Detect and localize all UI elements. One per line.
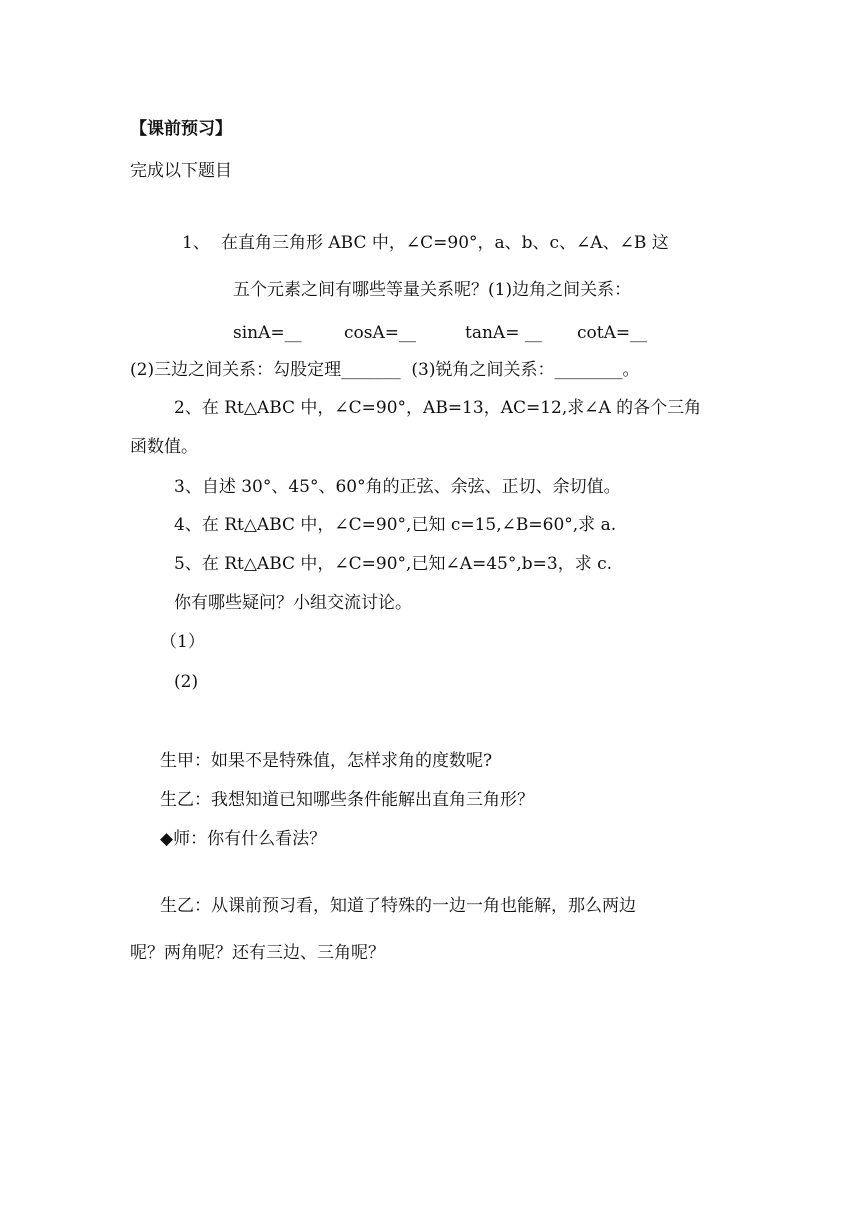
q1-number: 1、	[182, 233, 210, 253]
dialogue-student-a: 生甲：如果不是特殊值，怎样求角的度数呢?	[160, 751, 493, 771]
q1-line4: (2)三边之间关系：勾股定理_______ (3)锐角之间关系：________。	[130, 360, 640, 380]
q1-cot-blank: cotA=__	[577, 323, 648, 343]
q1-sin-blank: sinA=__	[233, 323, 302, 343]
q3-text: 3、自述 30°、45°、60°角的正弦、余弦、正切、余切值。	[174, 477, 621, 497]
section-heading: 【课前预习】	[130, 119, 232, 139]
dialogue-student-b: 生乙：我想知道已知哪些条件能解出直角三角形？	[160, 790, 534, 810]
question-prompt: 你有哪些疑问？小组交流讨论。	[174, 593, 412, 613]
dialogue-teacher: ◆师：你有什么看法？	[160, 829, 327, 849]
dialogue-student-b-2-line1: 生乙：从课前预习看，知道了特殊的一边一角也能解，那么两边	[160, 896, 636, 916]
q5-text: 5、在 Rt△ABC 中，∠C=90°,已知∠A=45°,b=3，求 c.	[174, 554, 613, 574]
q1-line1: 在直角三角形 ABC 中，∠C=90°，a、b、c、∠A、∠B 这	[221, 233, 669, 253]
q1-tan-blank: tanA= __	[465, 323, 542, 343]
q2-line1: 2、在 Rt△ABC 中，∠C=90°，AB=13，AC=12,求∠A 的各个三角	[174, 398, 702, 418]
q1-line2: 五个元素之间有哪些等量关系呢？(1)边角之间关系：	[233, 280, 632, 300]
q4-text: 4、在 Rt△ABC 中，∠C=90°,已知 c=15,∠B=60°,求 a.	[174, 515, 617, 535]
blank-2: (2)	[174, 672, 199, 692]
intro-text: 完成以下题目	[130, 161, 232, 181]
q1-cos-blank: cosA=__	[344, 323, 417, 343]
q2-line2: 函数值。	[130, 437, 198, 457]
blank-1: （1）	[160, 632, 205, 652]
dialogue-student-b-2-line2: 呢？两角呢？还有三边、三角呢？	[130, 943, 385, 963]
